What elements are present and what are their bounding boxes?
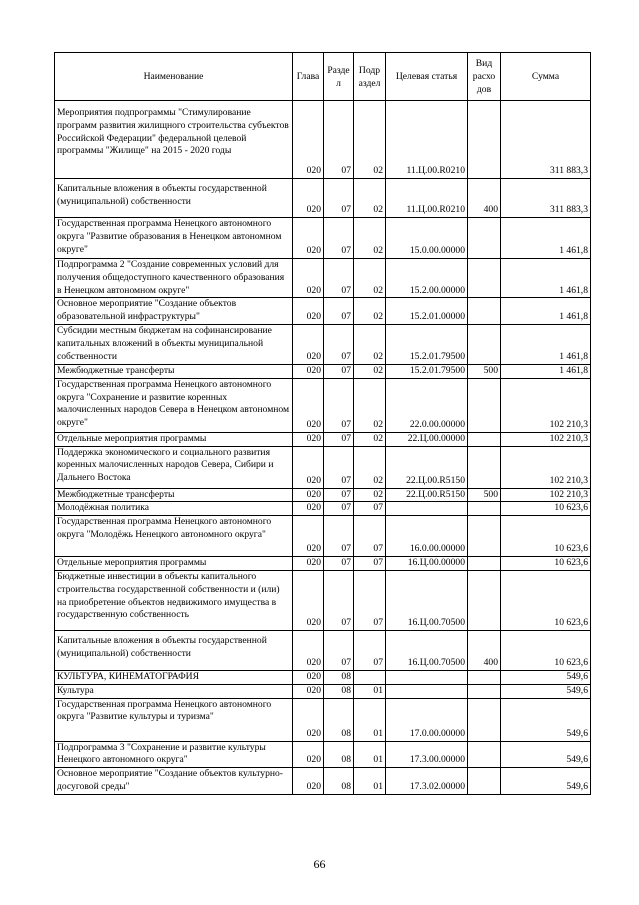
row-podrazdel: 07 [354, 502, 386, 516]
table-row [55, 502, 591, 516]
row-sum: 311 883,3 [501, 101, 591, 179]
row-sum: 549,6 [501, 684, 591, 698]
row-razdel: 07 [324, 488, 354, 502]
row-vid [468, 768, 501, 795]
row-podrazdel: 02 [354, 364, 386, 378]
table-row [55, 179, 591, 218]
row-razdel: 07 [324, 446, 354, 488]
row-name: Субсидии местным бюджетам на софинансирование капитальных вложений в объекты муниципальной собственности [55, 324, 293, 364]
row-podrazdel: 02 [354, 324, 386, 364]
row-name: Государственная программа Ненецкого автономного округа "Развитие образования в Ненецком автономном округе" [55, 218, 293, 259]
row-vid [468, 259, 501, 298]
row-vid: 500 [468, 488, 501, 502]
header-vid: Вид расхо дов [468, 53, 501, 101]
row-target: 22.Ц.00.R5150 [386, 488, 468, 502]
row-podrazdel: 01 [354, 741, 386, 768]
row-razdel: 07 [324, 516, 354, 557]
row-sum: 1 461,8 [501, 324, 591, 364]
row-vid [468, 557, 501, 571]
row-razdel: 07 [324, 502, 354, 516]
row-vid: 400 [468, 630, 501, 670]
row-podrazdel: 01 [354, 684, 386, 698]
row-target: 17.0.00.00000 [386, 698, 468, 741]
row-target: 22.Ц.00.R5150 [386, 446, 468, 488]
row-razdel: 07 [324, 557, 354, 571]
row-podrazdel: 02 [354, 488, 386, 502]
row-sum: 10 623,6 [501, 570, 591, 630]
row-target [386, 502, 468, 516]
table-row [55, 630, 591, 670]
row-razdel: 07 [324, 570, 354, 630]
row-sum: 549,6 [501, 670, 591, 684]
row-target: 11.Ц.00.R0210 [386, 101, 468, 179]
row-vid [468, 378, 501, 432]
row-sum: 549,6 [501, 741, 591, 768]
row-name: Подпрограмма 3 "Сохранение и развитие культуры Ненецкого автономного округа" [55, 741, 293, 768]
row-name: Бюджетные инвестиции в объекты капитального строительства государственной собственности и (или) на приобретение объектов недвижимого имущества в государственную собственность [55, 570, 293, 630]
row-glava: 020 [293, 502, 324, 516]
row-target: 15.2.01.79500 [386, 324, 468, 364]
row-vid [468, 684, 501, 698]
table-row [55, 684, 591, 698]
header-target: Целевая статья [386, 53, 468, 101]
row-vid: 500 [468, 364, 501, 378]
row-glava: 020 [293, 488, 324, 502]
row-name: Подпрограмма 2 "Создание современных условий для получения общедоступного качественного образования в Ненецком автономном округе" [55, 259, 293, 298]
row-podrazdel: 02 [354, 101, 386, 179]
row-glava: 020 [293, 741, 324, 768]
header-glava: Глава [293, 53, 324, 101]
row-glava: 020 [293, 364, 324, 378]
row-podrazdel: 02 [354, 298, 386, 325]
row-razdel: 07 [324, 378, 354, 432]
row-vid [468, 218, 501, 259]
row-vid [468, 670, 501, 684]
page-number: 66 [313, 857, 326, 871]
row-vid [468, 698, 501, 741]
table-row [55, 557, 591, 571]
row-name: Государственная программа Ненецкого автономного округа "Развитие культуры и туризма" [55, 698, 293, 741]
row-glava: 020 [293, 516, 324, 557]
row-sum: 102 210,3 [501, 378, 591, 432]
row-sum: 1 461,8 [501, 259, 591, 298]
row-vid [468, 570, 501, 630]
row-target: 15.2.01.79500 [386, 364, 468, 378]
table-row [55, 101, 591, 179]
header-razdel: Разде л [324, 53, 354, 101]
row-name: Поддержка экономического и социального развития коренных малочисленных народов Севера, Сибири и Дальнего Востока [55, 446, 293, 488]
row-sum: 1 461,8 [501, 298, 591, 325]
row-glava: 020 [293, 630, 324, 670]
row-name: Капитальные вложения в объекты государственной (муниципальной) собственности [55, 630, 293, 670]
row-podrazdel: 02 [354, 446, 386, 488]
row-vid [468, 298, 501, 325]
row-razdel: 08 [324, 768, 354, 795]
table-row [55, 570, 591, 630]
table-row [55, 698, 591, 741]
row-sum: 102 210,3 [501, 446, 591, 488]
row-podrazdel: 02 [354, 378, 386, 432]
row-podrazdel: 01 [354, 768, 386, 795]
row-razdel: 08 [324, 698, 354, 741]
row-podrazdel: 02 [354, 218, 386, 259]
row-razdel: 07 [324, 179, 354, 218]
row-sum: 10 623,6 [501, 630, 591, 670]
row-name: Основное мероприятие "Создание объектов культурно-досуговой среды" [55, 768, 293, 795]
row-sum: 311 883,3 [501, 179, 591, 218]
table-row [55, 298, 591, 325]
row-glava: 020 [293, 557, 324, 571]
row-glava: 020 [293, 259, 324, 298]
row-podrazdel: 07 [354, 570, 386, 630]
row-glava: 020 [293, 324, 324, 364]
row-glava: 020 [293, 446, 324, 488]
row-razdel: 08 [324, 670, 354, 684]
table-row [55, 741, 591, 768]
row-name: Отдельные мероприятия программы [55, 432, 293, 446]
table-row [55, 488, 591, 502]
row-podrazdel: 07 [354, 516, 386, 557]
row-razdel: 07 [324, 432, 354, 446]
row-sum: 10 623,6 [501, 557, 591, 571]
row-razdel: 07 [324, 364, 354, 378]
row-name: Межбюджетные трансферты [55, 364, 293, 378]
row-razdel: 07 [324, 298, 354, 325]
row-razdel: 08 [324, 741, 354, 768]
row-sum: 1 461,8 [501, 364, 591, 378]
table-row [55, 364, 591, 378]
header-name: Наименование [55, 53, 293, 101]
table-row [55, 446, 591, 488]
row-vid [468, 516, 501, 557]
row-sum: 549,6 [501, 768, 591, 795]
row-name: Государственная программа Ненецкого автономного округа "Сохранение и развитие коренных малочисленных народов Севера в Ненецком автономном округе" [55, 378, 293, 432]
row-target [386, 684, 468, 698]
row-sum: 102 210,3 [501, 488, 591, 502]
row-name: Отдельные мероприятия программы [55, 557, 293, 571]
header-sum: Сумма [501, 53, 591, 101]
table-row [55, 218, 591, 259]
table-row [55, 259, 591, 298]
row-glava: 020 [293, 101, 324, 179]
table-header-row [55, 53, 591, 101]
row-name: Молодёжная политика [55, 502, 293, 516]
row-target: 16.0.00.00000 [386, 516, 468, 557]
row-target: 17.3.02.00000 [386, 768, 468, 795]
row-glava: 020 [293, 570, 324, 630]
row-vid [468, 432, 501, 446]
table-row [55, 432, 591, 446]
row-target: 11.Ц.00.R0210 [386, 179, 468, 218]
row-razdel: 07 [324, 630, 354, 670]
row-podrazdel: 07 [354, 557, 386, 571]
header-podrazdel: Подр аздел [354, 53, 386, 101]
table-row [55, 670, 591, 684]
row-glava: 020 [293, 670, 324, 684]
row-vid: 400 [468, 179, 501, 218]
row-target: 15.2.01.00000 [386, 298, 468, 325]
row-target: 22.Ц.00.00000 [386, 432, 468, 446]
row-sum: 1 461,8 [501, 218, 591, 259]
row-podrazdel: 02 [354, 259, 386, 298]
row-target: 16.Ц.00.00000 [386, 557, 468, 571]
row-name: Государственная программа Ненецкого автономного округа "Молодёжь Ненецкого автономного округа" [55, 516, 293, 557]
row-vid [468, 446, 501, 488]
row-glava: 020 [293, 179, 324, 218]
row-target: 15.0.00.00000 [386, 218, 468, 259]
row-name: КУЛЬТУРА, КИНЕМАТОГРАФИЯ [55, 670, 293, 684]
row-podrazdel: 01 [354, 698, 386, 741]
table-row [55, 378, 591, 432]
row-sum: 102 210,3 [501, 432, 591, 446]
row-glava: 020 [293, 298, 324, 325]
row-sum: 549,6 [501, 698, 591, 741]
row-podrazdel: 02 [354, 179, 386, 218]
row-vid [468, 101, 501, 179]
row-target: 17.3.00.00000 [386, 741, 468, 768]
row-razdel: 07 [324, 218, 354, 259]
table-row [55, 324, 591, 364]
row-razdel: 08 [324, 684, 354, 698]
row-target: 16.Ц.00.70500 [386, 630, 468, 670]
row-glava: 020 [293, 768, 324, 795]
row-glava: 020 [293, 684, 324, 698]
row-sum: 10 623,6 [501, 502, 591, 516]
table-row [55, 516, 591, 557]
row-target: 16.Ц.00.70500 [386, 570, 468, 630]
row-podrazdel [354, 670, 386, 684]
row-podrazdel: 02 [354, 432, 386, 446]
row-target: 15.2.00.00000 [386, 259, 468, 298]
row-razdel: 07 [324, 101, 354, 179]
budget-table [54, 52, 591, 795]
row-glava: 020 [293, 432, 324, 446]
row-target: 22.0.00.00000 [386, 378, 468, 432]
row-vid [468, 502, 501, 516]
row-glava: 020 [293, 378, 324, 432]
row-vid [468, 324, 501, 364]
row-glava: 020 [293, 218, 324, 259]
row-vid [468, 741, 501, 768]
row-sum: 10 623,6 [501, 516, 591, 557]
row-glava: 020 [293, 698, 324, 741]
table-row [55, 768, 591, 795]
row-name: Культура [55, 684, 293, 698]
row-name: Межбюджетные трансферты [55, 488, 293, 502]
row-razdel: 07 [324, 259, 354, 298]
row-name: Основное мероприятие "Создание объектов образовательной инфраструктуры" [55, 298, 293, 325]
row-razdel: 07 [324, 324, 354, 364]
row-target [386, 670, 468, 684]
row-podrazdel: 07 [354, 630, 386, 670]
row-name: Капитальные вложения в объекты государственной (муниципальной) собственности [55, 179, 293, 218]
row-name: Мероприятия подпрограммы "Стимулирование программ развития жилищного строительства субъектов Российской Федерации" федеральной целевой программы "Жилище" на 2015 - 2020 годы [55, 101, 293, 179]
